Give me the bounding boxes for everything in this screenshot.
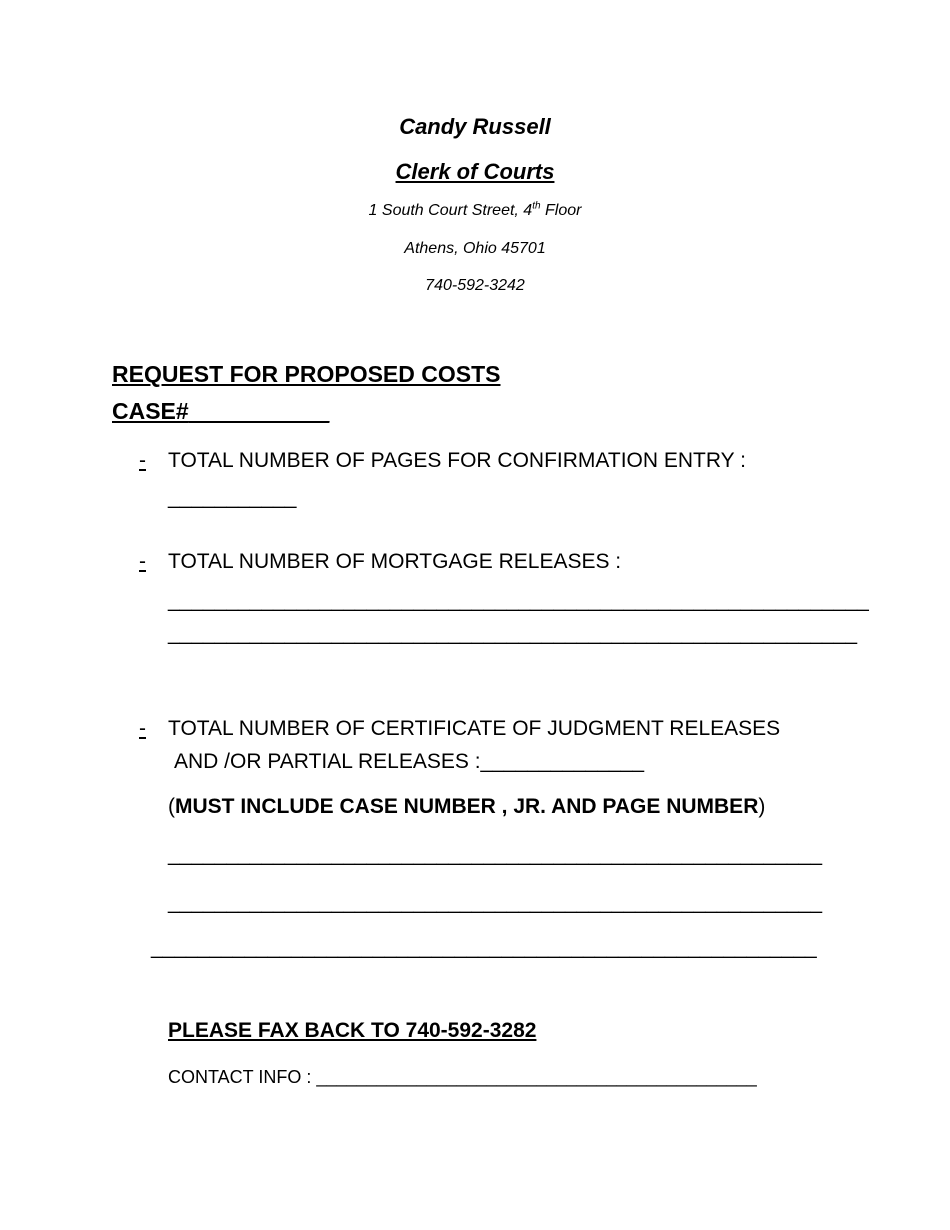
bullet-marker: - <box>139 550 146 573</box>
confirmation-pages-label: TOTAL NUMBER OF PAGES FOR CONFIRMATION ENTRY : <box>168 449 746 472</box>
case-number-field[interactable] <box>112 398 329 425</box>
mortgage-releases-blank-line[interactable]: ____________________________________________________________ <box>168 589 869 612</box>
release-entry-line[interactable]: ________________________________________________________ <box>168 843 823 866</box>
release-entry-line[interactable]: _________________________________________________________ <box>151 936 817 959</box>
contact-blank[interactable]: ____________________________________________ <box>316 1067 757 1087</box>
partial-releases-line <box>174 750 644 774</box>
address-ordinal-suffix: th <box>532 200 541 212</box>
contact-label: CONTACT INFO : <box>168 1067 317 1087</box>
office-phone: 740-592-3242 <box>425 277 525 294</box>
clerk-name: Candy Russell <box>399 114 551 139</box>
confirmation-pages-blank[interactable]: ___________ <box>168 486 297 509</box>
case-number-instruction <box>168 795 765 819</box>
case-label: CASE# <box>112 398 189 424</box>
note-text: MUST INCLUDE CASE NUMBER , JR. AND PAGE NUMBER <box>175 795 759 818</box>
fax-instruction: PLEASE FAX BACK TO 740-592-3282 <box>168 1019 537 1042</box>
case-blank[interactable]: ___________ <box>188 398 330 424</box>
mortgage-releases-blank-line[interactable]: ___________________________________________________________ <box>168 622 858 645</box>
clerk-title: Clerk of Courts <box>395 159 555 184</box>
bullet-marker: - <box>139 449 146 472</box>
office-address <box>0 202 950 220</box>
address-street: 1 South Court Street, 4 <box>368 202 533 219</box>
address-floor: Floor <box>540 202 582 219</box>
judgment-releases-label: TOTAL NUMBER OF CERTIFICATE OF JUDGMENT RELEASES <box>168 717 781 740</box>
partial-releases-label: AND /OR PARTIAL RELEASES : <box>174 750 481 773</box>
office-city: Athens, Ohio 45701 <box>404 240 546 257</box>
contact-info-field[interactable] <box>168 1067 757 1088</box>
mortgage-releases-label: TOTAL NUMBER OF MORTGAGE RELEASES : <box>168 550 622 573</box>
note-open-paren: ( <box>168 795 175 818</box>
bullet-marker: - <box>139 717 146 740</box>
form-title: REQUEST FOR PROPOSED COSTS <box>112 361 501 387</box>
release-entry-line[interactable]: ________________________________________________________ <box>168 891 823 914</box>
partial-releases-blank[interactable]: ______________ <box>480 750 645 773</box>
note-close-paren: ) <box>758 795 766 818</box>
